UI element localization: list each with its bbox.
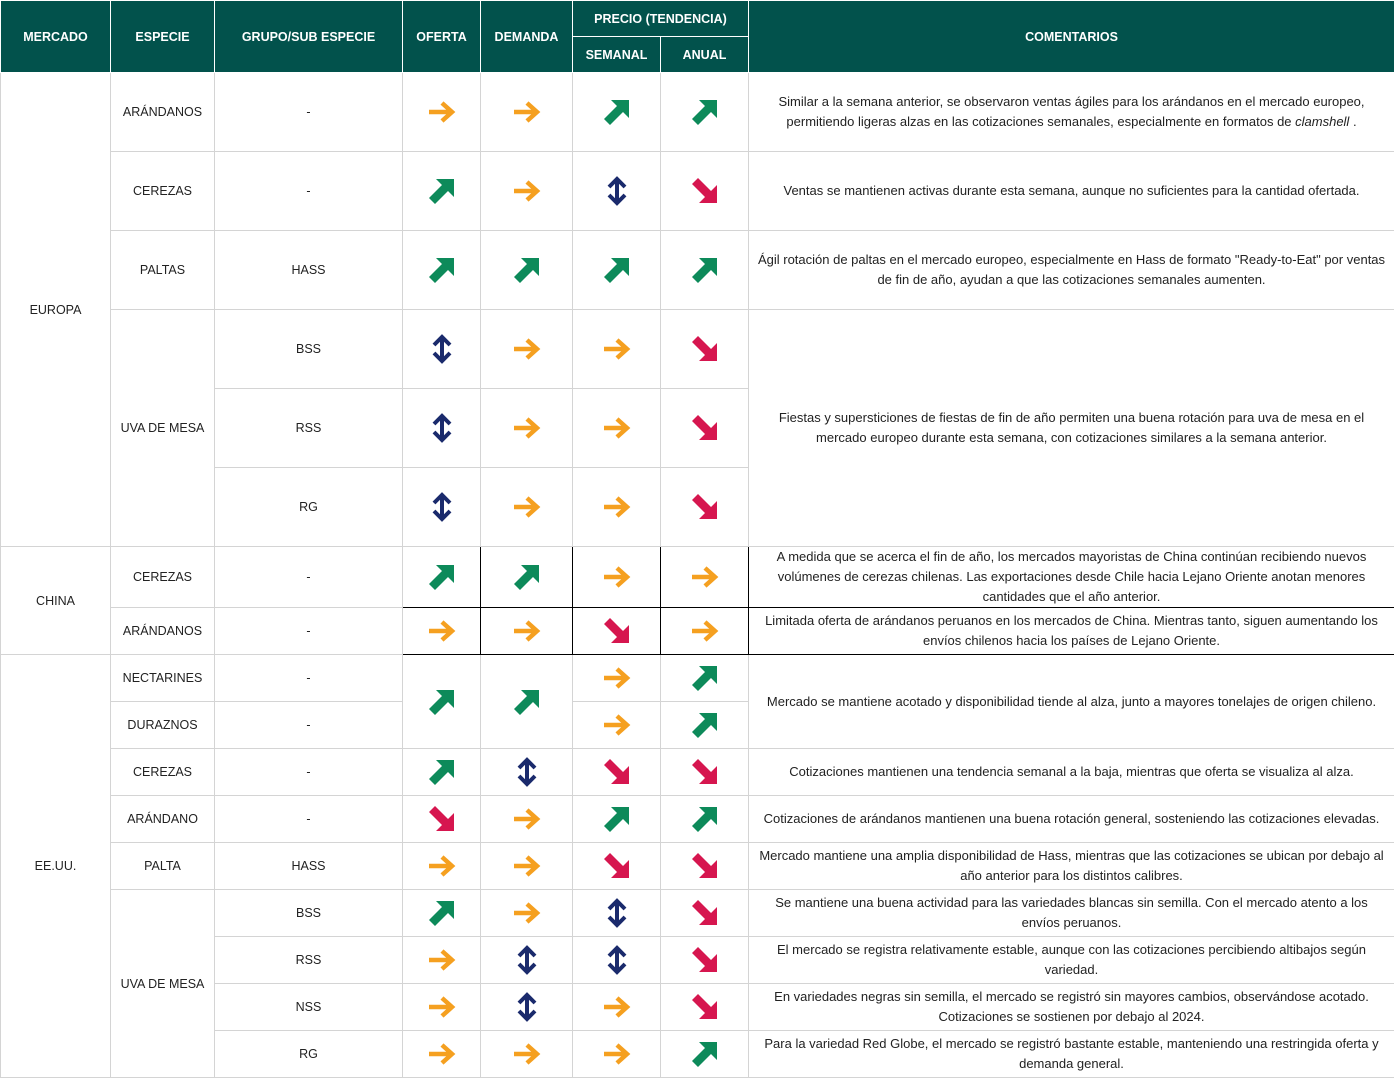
demanda-cell [481, 749, 573, 796]
comment-cell: Mercado mantiene una amplia disponibilidad de Hass, mientras que las cotizaciones se ubican por debajo al año anterior para los distintos calibres. [749, 843, 1394, 890]
grupo-cell: - [215, 655, 403, 702]
arrow-down-right-icon [689, 333, 721, 365]
oferta-cell [403, 608, 481, 655]
grupo-cell: - [215, 608, 403, 655]
anual-cell [661, 310, 749, 389]
arrow-up-right-icon [511, 254, 543, 286]
oferta-cell [403, 890, 481, 937]
semanal-cell [573, 231, 661, 310]
demanda-cell [481, 843, 573, 890]
semanal-cell [573, 984, 661, 1031]
header-especie: ESPECIE [111, 1, 215, 73]
semanal-cell [573, 796, 661, 843]
semanal-cell [573, 152, 661, 231]
especie-cell: CEREZAS [111, 749, 215, 796]
demanda-cell [481, 655, 573, 749]
arrow-down-right-icon [689, 897, 721, 929]
arrow-right-icon [511, 96, 543, 128]
arrow-down-right-icon [689, 175, 721, 207]
oferta-cell [403, 984, 481, 1031]
demanda-cell [481, 547, 573, 608]
demanda-cell [481, 152, 573, 231]
table-row [1, 749, 1394, 796]
anual-cell [661, 702, 749, 749]
arrow-right-icon [601, 991, 633, 1023]
arrow-up-down-icon [511, 991, 543, 1023]
oferta-cell [403, 547, 481, 608]
grupo-cell: RG [215, 468, 403, 547]
arrow-down-right-icon [689, 944, 721, 976]
comment-emphasis: clamshell [1295, 114, 1350, 129]
arrow-up-right-icon [426, 756, 458, 788]
table-row [1, 547, 1394, 608]
header-semanal: SEMANAL [573, 37, 661, 73]
anual-cell [661, 890, 749, 937]
demanda-cell [481, 937, 573, 984]
grupo-cell: - [215, 152, 403, 231]
arrow-right-icon [689, 561, 721, 593]
anual-cell [661, 655, 749, 702]
grupo-cell: BSS [215, 890, 403, 937]
semanal-cell [573, 310, 661, 389]
arrow-down-right-icon [601, 850, 633, 882]
arrow-up-right-icon [426, 686, 458, 718]
especie-cell: NECTARINES [111, 655, 215, 702]
oferta-cell [403, 389, 481, 468]
arrow-right-icon [511, 615, 543, 647]
grupo-cell: - [215, 702, 403, 749]
oferta-cell [403, 152, 481, 231]
anual-cell [661, 231, 749, 310]
arrow-up-right-icon [426, 254, 458, 286]
arrow-right-icon [426, 1038, 458, 1070]
especie-cell: PALTA [111, 843, 215, 890]
arrow-up-right-icon [689, 803, 721, 835]
arrow-down-right-icon [689, 991, 721, 1023]
especie-cell: UVA DE MESA [111, 310, 215, 547]
comment-cell [749, 73, 1394, 152]
grupo-cell: HASS [215, 843, 403, 890]
comment-cell: Limitada oferta de arándanos peruanos en los mercados de China. Mientras tanto, siguen aumentando los envíos chilenos hacia los países de Lejano Oriente. [749, 608, 1394, 655]
arrow-up-down-icon [426, 491, 458, 523]
especie-cell: UVA DE MESA [111, 890, 215, 1078]
demanda-cell [481, 890, 573, 937]
header-comentarios: COMENTARIOS [749, 1, 1394, 73]
comment-cell: Mercado se mantiene acotado y disponibilidad tiende al alza, junto a mayores tonelajes de origen chileno. [749, 655, 1394, 749]
header-demanda: DEMANDA [481, 1, 573, 73]
grupo-cell: BSS [215, 310, 403, 389]
table-row [1, 231, 1394, 310]
especie-cell: PALTAS [111, 231, 215, 310]
arrow-up-down-icon [601, 897, 633, 929]
especie-cell: CEREZAS [111, 152, 215, 231]
demanda-cell [481, 468, 573, 547]
anual-cell [661, 796, 749, 843]
arrow-up-right-icon [426, 897, 458, 929]
arrow-right-icon [601, 662, 633, 694]
anual-cell [661, 73, 749, 152]
table-row [1, 152, 1394, 231]
arrow-up-right-icon [689, 662, 721, 694]
arrow-right-icon [601, 412, 633, 444]
especie-cell: ARÁNDANOS [111, 608, 215, 655]
arrow-down-right-icon [689, 850, 721, 882]
table-row [1, 608, 1394, 655]
comment-text: Similar a la semana anterior, se observaron ventas ágiles para los arándanos en el mercado europeo, permitiendo ligeras alzas en las cotizaciones semanales, especialmente en formatos de [778, 94, 1365, 129]
oferta-cell [403, 655, 481, 749]
comment-cell: Ágil rotación de paltas en el mercado europeo, especialmente en Hass de formato "Ready-to-Eat" por ventas de fin de año, ayudan a que las cotizaciones semanales aumenten. [749, 231, 1394, 310]
comment-cell: Se mantiene una buena actividad para las variedades blancas sin semilla. Con el mercado atento a los envíos peruanos. [749, 890, 1394, 937]
arrow-right-icon [511, 333, 543, 365]
demanda-cell [481, 310, 573, 389]
header-grupo: GRUPO/SUB ESPECIE [215, 1, 403, 73]
anual-cell [661, 547, 749, 608]
demanda-cell [481, 608, 573, 655]
oferta-cell [403, 937, 481, 984]
grupo-cell: RSS [215, 937, 403, 984]
anual-cell [661, 843, 749, 890]
demanda-cell [481, 1031, 573, 1078]
arrow-up-right-icon [426, 561, 458, 593]
anual-cell [661, 1031, 749, 1078]
comment-cell: El mercado se registra relativamente estable, aunque con las cotizaciones percibiendo altibajos según variedad. [749, 937, 1394, 984]
arrow-right-icon [601, 709, 633, 741]
oferta-cell [403, 1031, 481, 1078]
arrow-down-right-icon [689, 756, 721, 788]
arrow-down-right-icon [689, 491, 721, 523]
arrow-down-right-icon [426, 803, 458, 835]
arrow-up-right-icon [689, 96, 721, 128]
demanda-cell [481, 231, 573, 310]
arrow-down-right-icon [601, 615, 633, 647]
arrow-right-icon [601, 1038, 633, 1070]
comment-cell: Fiestas y supersticiones de fiestas de fin de año permiten una buena rotación para uva de mesa en el mercado europeo durante esta semana, con cotizaciones similares a la semana anterior. [749, 310, 1394, 547]
header-anual: ANUAL [661, 37, 749, 73]
demanda-cell [481, 73, 573, 152]
arrow-down-right-icon [601, 756, 633, 788]
grupo-cell: - [215, 796, 403, 843]
market-eeuu: EE.UU. [1, 655, 111, 1078]
grupo-cell: - [215, 749, 403, 796]
oferta-cell [403, 468, 481, 547]
grupo-cell: HASS [215, 231, 403, 310]
comment-cell: Cotizaciones de arándanos mantienen una buena rotación general, sosteniendo las cotizaciones elevadas. [749, 796, 1394, 843]
arrow-up-right-icon [511, 561, 543, 593]
arrow-up-right-icon [426, 175, 458, 207]
arrow-right-icon [601, 491, 633, 523]
grupo-cell: RSS [215, 389, 403, 468]
arrow-right-icon [511, 850, 543, 882]
grupo-cell: - [215, 547, 403, 608]
table-row [1, 310, 1394, 389]
especie-cell: CEREZAS [111, 547, 215, 608]
demanda-cell [481, 984, 573, 1031]
market-china: CHINA [1, 547, 111, 655]
anual-cell [661, 389, 749, 468]
arrow-right-icon [426, 991, 458, 1023]
demanda-cell [481, 796, 573, 843]
arrow-up-right-icon [601, 803, 633, 835]
oferta-cell [403, 231, 481, 310]
oferta-cell [403, 749, 481, 796]
arrow-right-icon [689, 615, 721, 647]
anual-cell [661, 468, 749, 547]
oferta-cell [403, 796, 481, 843]
semanal-cell [573, 1031, 661, 1078]
arrow-up-right-icon [511, 686, 543, 718]
comment-cell: Cotizaciones mantienen una tendencia semanal a la baja, mientras que oferta se visualiza al alza. [749, 749, 1394, 796]
arrow-up-down-icon [511, 944, 543, 976]
anual-cell [661, 608, 749, 655]
arrow-up-down-icon [511, 756, 543, 788]
semanal-cell [573, 547, 661, 608]
arrow-right-icon [426, 96, 458, 128]
demanda-cell [481, 389, 573, 468]
header-mercado: MERCADO [1, 1, 111, 73]
arrow-up-down-icon [601, 175, 633, 207]
especie-cell: ARÁNDANO [111, 796, 215, 843]
arrow-up-right-icon [689, 254, 721, 286]
arrow-right-icon [426, 944, 458, 976]
table-row [1, 890, 1394, 937]
semanal-cell [573, 702, 661, 749]
semanal-cell [573, 608, 661, 655]
semanal-cell [573, 843, 661, 890]
semanal-cell [573, 655, 661, 702]
table-row [1, 843, 1394, 890]
arrow-up-right-icon [689, 1038, 721, 1070]
anual-cell [661, 937, 749, 984]
anual-cell [661, 749, 749, 796]
arrow-up-down-icon [601, 944, 633, 976]
comment-cell: Para la variedad Red Globe, el mercado se registró bastante estable, manteniendo una restringida oferta y demanda general. [749, 1031, 1394, 1078]
table-row [1, 73, 1394, 152]
arrow-right-icon [601, 561, 633, 593]
semanal-cell [573, 389, 661, 468]
market-europa: EUROPA [1, 73, 111, 547]
comment-cell: Ventas se mantienen activas durante esta semana, aunque no suficientes para la cantidad ofertada. [749, 152, 1394, 231]
arrow-right-icon [511, 175, 543, 207]
anual-cell [661, 152, 749, 231]
grupo-cell: NSS [215, 984, 403, 1031]
header-precio: PRECIO (TENDENCIA) [573, 1, 749, 37]
table-row [1, 655, 1394, 702]
especie-cell: DURAZNOS [111, 702, 215, 749]
grupo-cell: RG [215, 1031, 403, 1078]
semanal-cell [573, 73, 661, 152]
arrow-right-icon [601, 333, 633, 365]
arrow-right-icon [511, 803, 543, 835]
semanal-cell [573, 890, 661, 937]
semanal-cell [573, 937, 661, 984]
arrow-up-right-icon [601, 96, 633, 128]
comment-cell: En variedades negras sin semilla, el mercado se registró sin mayores cambios, observándose acotado. Cotizaciones se sostienen por debajo al 2024. [749, 984, 1394, 1031]
grupo-cell: - [215, 73, 403, 152]
arrow-up-right-icon [601, 254, 633, 286]
arrow-right-icon [511, 897, 543, 929]
arrow-right-icon [511, 412, 543, 444]
semanal-cell [573, 749, 661, 796]
arrow-right-icon [426, 615, 458, 647]
especie-cell: ARÁNDANOS [111, 73, 215, 152]
comment-text-end: . [1349, 114, 1357, 129]
anual-cell [661, 984, 749, 1031]
oferta-cell [403, 310, 481, 389]
arrow-up-right-icon [689, 709, 721, 741]
oferta-cell [403, 73, 481, 152]
arrow-right-icon [511, 491, 543, 523]
arrow-right-icon [511, 1038, 543, 1070]
table-row [1, 796, 1394, 843]
arrow-up-down-icon [426, 412, 458, 444]
arrow-right-icon [426, 850, 458, 882]
oferta-cell [403, 843, 481, 890]
arrow-down-right-icon [689, 412, 721, 444]
comment-cell: A medida que se acerca el fin de año, los mercados mayoristas de China continúan recibiendo nuevos volúmenes de cerezas chilenas. Las exportaciones desde Chile hacia Lejano Oriente anotan menores cantidades que el año anterior. [749, 547, 1394, 608]
arrow-up-down-icon [426, 333, 458, 365]
semanal-cell [573, 468, 661, 547]
header-oferta: OFERTA [403, 1, 481, 73]
